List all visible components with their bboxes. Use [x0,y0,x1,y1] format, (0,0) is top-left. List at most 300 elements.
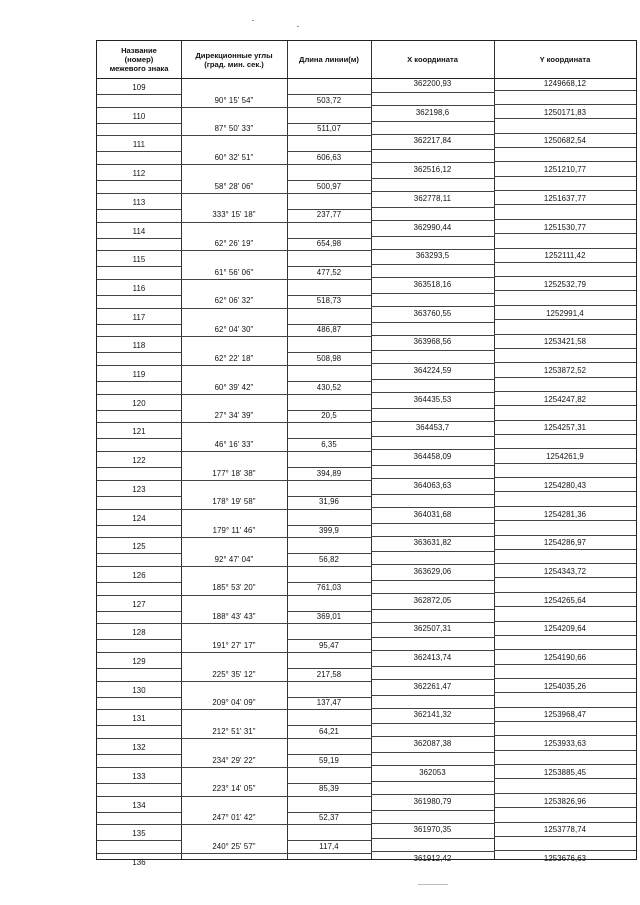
row-divider [181,652,287,653]
row-divider [371,851,494,852]
row-divider [97,566,181,567]
row-divider [371,823,494,824]
marker-number: 117 [132,312,146,322]
row-divider [97,352,181,353]
x-coordinate: 362413,74 [413,653,452,662]
row-divider [494,448,636,449]
row-divider [97,381,181,382]
bearing-angle: 247° 01' 42" [212,813,256,822]
row-divider [97,796,181,797]
bearing-angle: 62° 22' 18" [214,353,254,363]
row-divider [287,135,371,136]
row-divider [371,306,494,307]
row-divider [181,767,287,768]
row-divider [494,491,636,492]
marker-number: 131 [132,714,146,724]
y-coordinate: 1253933,63 [543,739,587,749]
bearing-angle: 191° 27' 17" [212,640,256,650]
row-divider [181,279,287,280]
row-divider [97,394,181,395]
row-divider [181,824,287,825]
marker-number: 129 [132,657,146,666]
y-coordinate: 1249668,12 [543,79,587,88]
row-divider [371,277,494,278]
row-divider [97,537,181,538]
row-divider [494,606,636,607]
row-divider [371,322,494,323]
row-divider [97,553,181,554]
row-divider [494,133,636,134]
row-divider [371,92,494,93]
row-divider [371,465,494,466]
bearing-angle: 27° 34' 39" [214,411,254,421]
row-divider [371,478,494,479]
line-length: 500,97 [316,181,342,191]
row-divider [287,222,371,223]
x-coordinate: 361970,35 [413,825,452,835]
row-divider [97,164,181,165]
row-divider [287,365,371,366]
row-divider [287,451,371,452]
row-divider [287,164,371,165]
y-coordinate: 1253826,96 [543,796,587,806]
bearing-angle: 178° 19' 58" [212,497,256,507]
row-divider [494,678,636,679]
row-divider [97,652,181,653]
header-y-coordinate: Y координата [539,55,591,64]
row-divider [371,593,494,594]
row-divider [371,236,494,237]
row-divider [97,308,181,309]
row-divider [494,563,636,564]
row-divider [181,537,287,538]
bearing-angle: 60° 32' 51" [214,152,254,162]
row-divider [287,709,371,710]
line-length: 511,07 [317,124,341,134]
x-coordinate: 364063,63 [413,480,452,490]
x-coordinate: 362141,32 [413,710,452,720]
row-divider [494,147,636,148]
x-coordinate: 362507,31 [413,624,452,634]
row-divider [97,238,181,239]
y-coordinate: 1253968,47 [543,710,587,720]
row-divider [494,290,636,291]
y-coordinate: 1251637,77 [543,193,587,203]
row-divider [494,764,636,765]
header-x-coordinate: X координата [407,55,458,64]
row-divider [494,707,636,708]
row-divider [97,451,181,452]
y-coordinate: 1253872,52 [543,366,587,375]
row-divider [97,496,181,497]
row-divider [371,293,494,294]
row-divider [371,650,494,651]
row-divider [287,107,371,108]
line-length: 237,77 [316,210,342,220]
y-coordinate: 1250682,54 [543,136,587,146]
row-divider [181,135,287,136]
row-divider [494,822,636,823]
row-divider [97,623,181,624]
row-divider [371,637,494,638]
row-divider [287,422,371,423]
line-length: 56,82 [318,554,339,564]
line-length: 64,21 [318,726,339,736]
line-length: 606,63 [316,152,342,162]
y-coordinate: 1253421,58 [543,337,587,347]
y-coordinate: 1251210,77 [543,165,587,175]
line-length: 654,98 [316,239,342,248]
line-length: 369,01 [316,612,342,622]
y-coordinate: 1254257,31 [543,423,587,433]
row-divider [287,796,371,797]
row-divider [494,850,636,851]
row-divider [494,750,636,751]
line-length: 217,58 [316,669,342,679]
y-coordinate: 1254281,36 [543,509,587,519]
row-divider [287,566,371,567]
row-divider [371,149,494,150]
row-divider [371,781,494,782]
bearing-angle: 46° 16' 33" [214,439,254,449]
x-coordinate: 362990,44 [413,222,452,232]
row-divider [371,449,494,450]
row-divider [494,463,636,464]
line-length: 95,47 [318,640,339,650]
row-divider [97,709,181,710]
bearing-angle: 234° 29' 22" [212,755,256,765]
y-coordinate: 1252532,79 [543,279,587,289]
marker-number: 128 [132,628,146,638]
y-coordinate: 1254343,72 [543,566,587,576]
y-coordinate: 1254247,82 [543,394,587,404]
y-coordinate: 1254261,9 [546,452,584,462]
row-divider [494,161,636,162]
row-divider [371,134,494,135]
y-coordinate: 1252111,42 [544,251,586,261]
header-line-length: Длина линии(м) [299,55,359,64]
row-divider [494,434,636,435]
row-divider [97,840,181,841]
row-divider [494,248,636,249]
bearing-angle: 62° 26' 19" [214,239,254,248]
marker-number: 113 [132,197,146,207]
x-coordinate: 364458,09 [413,452,452,462]
row-divider [181,623,287,624]
marker-number: 114 [132,226,146,236]
row-divider [494,807,636,808]
row-divider [371,379,494,380]
marker-number: 112 [132,169,146,179]
row-divider [371,752,494,753]
row-divider [181,336,287,337]
x-coordinate: 362261,47 [413,681,452,691]
row-divider [494,793,636,794]
x-coordinate: 362198,6 [415,107,450,117]
row-divider [371,523,494,524]
row-divider [494,219,636,220]
row-divider [494,90,636,91]
row-divider [97,595,181,596]
row-divider [97,336,181,337]
row-divider [287,394,371,395]
row-divider [371,564,494,565]
row-divider [371,105,494,106]
row-divider [287,623,371,624]
row-divider [97,853,181,854]
y-coordinate: 1254035,26 [543,681,587,691]
row-divider [181,681,287,682]
x-coordinate: 362872,05 [413,595,452,605]
row-divider [181,394,287,395]
marker-number: 125 [132,542,146,552]
marker-number: 122 [132,456,146,466]
marker-number: 135 [132,829,146,839]
row-divider [181,193,287,194]
bearing-angle: 225° 35' 12" [212,669,256,679]
row-divider [371,679,494,680]
row-divider [287,193,371,194]
row-divider [181,595,287,596]
row-divider [494,420,636,421]
y-coordinate: 1253885,45 [543,767,587,777]
row-divider [494,549,636,550]
row-divider [371,723,494,724]
header-bearing: Дирекционные углы (град. мин. сек.) [195,50,273,69]
row-divider [97,222,181,223]
row-divider [371,335,494,336]
marker-number: 111 [132,140,146,150]
row-divider [494,692,636,693]
boundary-table [96,40,637,867]
x-coordinate: 362200,93 [413,79,452,88]
x-coordinate: 363518,16 [413,279,452,289]
x-coordinate: 364453,7 [415,423,450,433]
row-divider [287,595,371,596]
marker-number: 118 [132,341,146,351]
x-coordinate: 364435,53 [413,394,452,404]
row-divider [371,536,494,537]
x-coordinate: 364224,59 [413,366,452,375]
marker-number: 132 [132,743,146,753]
row-divider [287,681,371,682]
row-divider [494,118,636,119]
row-divider [97,324,181,325]
marker-number: 133 [132,771,146,781]
row-divider [97,725,181,726]
row-divider [371,392,494,393]
marker-number: 109 [132,83,146,92]
row-divider [97,754,181,755]
row-divider [97,812,181,813]
row-divider [371,695,494,696]
line-length: 486,87 [316,325,342,335]
x-coordinate: 361912,42 [413,853,452,863]
line-length: 394,89 [316,468,342,478]
row-divider [494,778,636,779]
x-coordinate: 362053 [419,767,446,777]
line-length: 59,19 [318,755,339,765]
row-divider [494,535,636,536]
row-divider [494,276,636,277]
row-divider [97,180,181,181]
row-divider [371,350,494,351]
row-divider [371,666,494,667]
row-divider [97,365,181,366]
row-divider [494,649,636,650]
x-coordinate: 362778,11 [413,193,452,203]
row-divider [494,190,636,191]
bearing-angle: 212° 51' 31" [212,726,256,736]
bearing-angle: 62° 04' 30" [214,325,254,335]
row-divider [97,107,181,108]
row-divider [371,609,494,610]
scan-speck [297,26,299,27]
y-coordinate: 1254286,97 [543,538,587,548]
row-divider [287,250,371,251]
row-divider [371,507,494,508]
marker-number: 119 [132,370,146,379]
marker-number: 126 [132,570,146,580]
row-divider [371,838,494,839]
marker-number: 124 [132,513,146,523]
row-divider [97,681,181,682]
x-coordinate: 363293,5 [415,251,450,261]
row-divider [97,582,181,583]
x-coordinate: 364031,68 [413,509,452,519]
row-divider [287,537,371,538]
row-divider [494,735,636,736]
row-divider [494,391,636,392]
row-divider [97,135,181,136]
row-divider [371,622,494,623]
row-divider [371,207,494,208]
y-coordinate: 1254190,66 [543,653,587,662]
row-divider [287,308,371,309]
row-divider [494,319,636,320]
row-divider [97,250,181,251]
line-length: 52,37 [318,813,339,822]
y-coordinate: 1252991,4 [546,308,584,318]
row-divider [494,477,636,478]
row-divider [97,668,181,669]
line-length: 430,52 [316,382,342,392]
row-divider [97,410,181,411]
row-divider [181,422,287,423]
row-divider [494,721,636,722]
bearing-angle: 333° 15' 18" [212,210,256,220]
bearing-angle: 185° 53' 20" [212,583,256,593]
row-divider [494,176,636,177]
row-divider [181,164,287,165]
row-divider [97,824,181,825]
row-divider [181,738,287,739]
row-divider [371,580,494,581]
x-coordinate: 362516,12 [413,165,452,175]
line-length: 477,52 [316,267,342,277]
row-divider [181,250,287,251]
row-divider [97,422,181,423]
row-divider [494,520,636,521]
row-divider [371,765,494,766]
row-divider [371,121,494,122]
row-divider [97,467,181,468]
x-coordinate: 361980,79 [413,796,452,806]
row-divider [97,767,181,768]
x-coordinate: 363968,56 [413,337,452,347]
x-coordinate: 363629,06 [413,566,452,576]
row-divider [494,362,636,363]
row-divider [97,209,181,210]
row-divider [181,509,287,510]
row-divider [287,279,371,280]
line-length: 508,98 [316,353,342,363]
row-divider [97,94,181,95]
row-divider [287,652,371,653]
row-divider [181,480,287,481]
row-divider [97,480,181,481]
row-divider [371,264,494,265]
row-divider [181,451,287,452]
marker-number: 134 [132,800,146,810]
row-divider [494,305,636,306]
line-length: 503,72 [316,95,342,105]
row-divider [371,178,494,179]
row-divider [494,506,636,507]
row-divider [371,162,494,163]
scan-speck [418,884,448,885]
row-divider [371,494,494,495]
bearing-angle: 179° 11' 46" [212,526,256,535]
line-length: 20,5 [321,411,337,421]
row-divider [494,104,636,105]
line-length: 761,03 [316,583,342,593]
marker-number: 123 [132,484,146,494]
row-divider [97,295,181,296]
row-divider [287,767,371,768]
line-length: 117,4 [319,841,339,851]
marker-number: 127 [132,599,146,609]
row-divider [181,853,287,854]
bearing-angle: 240° 25' 57" [212,841,256,851]
row-divider [371,220,494,221]
row-divider [97,438,181,439]
row-divider [287,509,371,510]
x-coordinate: 363760,55 [413,308,452,318]
line-length: 518,73 [316,296,342,306]
y-coordinate: 1254209,64 [543,624,587,634]
row-divider [494,405,636,406]
bearing-angle: 87° 50' 33" [214,124,254,134]
x-coordinate: 362087,38 [413,739,452,749]
marker-number: 130 [132,685,146,695]
y-coordinate: 1254280,43 [543,480,587,490]
row-divider [371,794,494,795]
scan-speck [252,20,254,21]
row-divider [97,783,181,784]
x-coordinate: 363631,82 [413,538,452,548]
row-divider [181,222,287,223]
marker-number: 136 [132,857,146,867]
y-coordinate: 1253676,63 [543,853,587,863]
row-divider [97,525,181,526]
bearing-angle: 177° 18' 38" [212,468,256,478]
row-divider [287,853,371,854]
row-divider [371,436,494,437]
row-divider [181,308,287,309]
row-divider [287,738,371,739]
line-length: 137,47 [316,698,342,708]
